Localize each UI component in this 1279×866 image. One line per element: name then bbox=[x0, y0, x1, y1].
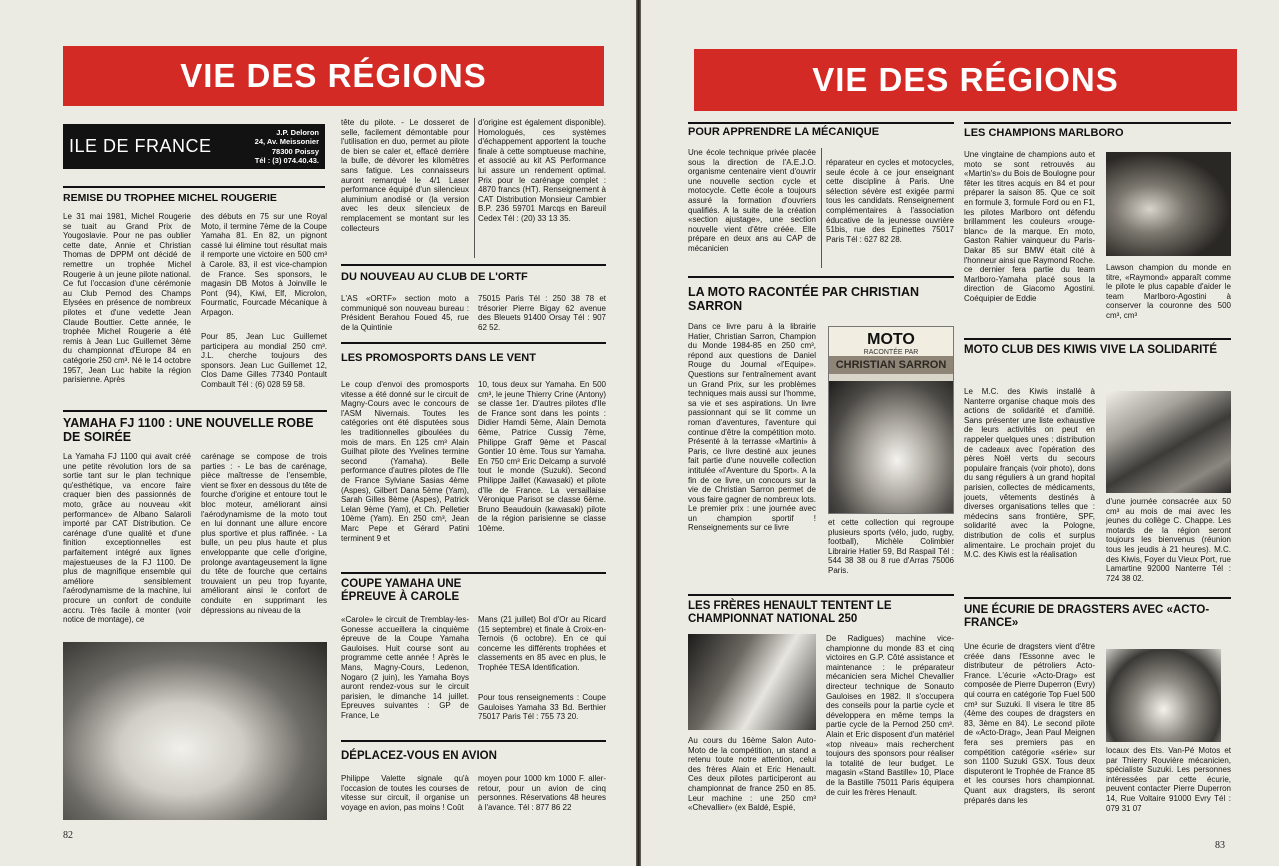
book-title: MOTO bbox=[829, 327, 953, 349]
article-title-ortf: DU NOUVEAU AU CLUB DE L'ORTF bbox=[341, 271, 528, 283]
column-rule bbox=[474, 118, 475, 258]
article-body: Pour tous renseignements : Coupe Gauloises Yamaha 33 Bd. Berthier 75017 Paris Tél : 755 73 20. bbox=[478, 693, 606, 722]
article-body: L'AS «ORTF» section moto a communiqué son nouveau bureau : Président Berahou Foued 45, rue de la Quintinie bbox=[341, 294, 469, 332]
article-title-sarron: LA MOTO RACONTÉE PAR CHRISTIAN SARRON bbox=[688, 285, 920, 314]
divider bbox=[964, 597, 1231, 599]
article-body: moyen pour 1000 km 1000 F. aller-retour, pour un avion de cinq personnes. Réservations 48 heures à l'avance. Tél : 877 86 22 bbox=[478, 774, 606, 812]
page-number: 82 bbox=[63, 830, 73, 841]
motorcycle-photo bbox=[63, 642, 327, 820]
article-body: 75015 Paris Tél : 250 38 78 et trésorier Pierre Bigay 62 avenue des Bleuets 91400 Orsay Tél : 907 62 52. bbox=[478, 294, 606, 332]
right-page-banner: VIE DES RÉGIONS bbox=[694, 49, 1237, 111]
column-rule bbox=[821, 148, 822, 268]
article-title-marlboro: LES CHAMPIONS MARLBORO bbox=[964, 127, 1124, 139]
article-body: Pour 85, Jean Luc Guillemet participera au mondial 250 cm³. J.L. cherche toujours des sponsors. Jean Luc Guillemet 12, Clos Dame Gilles 77340 Pontault Combault Tél : (6) 028 59 58. bbox=[201, 332, 327, 389]
book-subtitle: RACONTÉE PAR bbox=[829, 349, 953, 356]
article-body: d'une journée consacrée aux 50 cm³ au mois de mai avec les jeunes du collège C. Chappe. Les motards de la région seront toujours les bienvenus (réunion tous les jeudis à 21 heures). M.C. des Kiwis, Foyer du Vieux Port, rue Lamartine 92000 Nanterre Tél : 724 38 02. bbox=[1106, 497, 1231, 583]
divider bbox=[341, 264, 606, 266]
article-body: et cette collection qui regroupe plusieurs sports (vélo, judo, rugby, football), Michèle Colimbier Librairie Hatier 59, Bd Raspail Tél : 544 38 38 ou 8 rue d'Arras 75006 Paris. bbox=[828, 518, 954, 575]
article-body: des débuts en 75 sur une Royal Moto, il termine 7ème de la Coupe Yamaha 81. En 82, un pignont cassé lui élimine tout résultat mais il remporte une victoire en 500 cm³ à Carole. 83, il est vice-champion de France. Ses sponsors, le magasin DB Motos à Joinville le Pont (94), Kiwi, Elf, Microlon, Fourmatic, Fourcade Mécanique à Arpagon. bbox=[201, 212, 327, 317]
article-body: tête du pilote. - Le dosseret de selle, facilement démontable pour l'utilisation en duo, permet au pilote de bien se caler et, effacé derrière la bulle, de dévorer les kilomètres sans fatigue. Les connaisseurs auront remarqué le 4/1 Laser performance équipé d'un silencieux aluminium anodisé or (la version avec les deux silencieux de remplacement se montant sur les collecteurs bbox=[341, 118, 469, 233]
article-body: Une écurie de dragsters vient d'être créée dans l'Essonne avec le distributeur de pétroliers Acto-France. L'écurie «Acto-Drag» est composée de Pierre Duperron (Evry) qui courra en catégorie Top Fuel 500 cm³ sur Suzuki. Il visera le titre 85 (4ème des coupes de dragsters en 83, 3ème en 84). Le second pilote de «Acto-Drag», Jean Paul Meignen fera ses premiers pas en compétition catégorie «série» sur son 1100 Suzuki GSX. Tous deux disputeront le Trophée de France 85 et les courses hors championnat. Quant aux dragsters, ils seront préparés dans les bbox=[964, 642, 1095, 805]
divider bbox=[341, 342, 606, 344]
left-page bbox=[0, 0, 636, 866]
article-body: Une vingtaine de champions auto et moto se sont retrouvés au «Martin's» du Bois de Boulogne pour fêter les titres acquis en 84 et pour préparer la saison 85. Que ce soit en formule 3, formule Ford ou en F1, les pilotes Marlboro ont défendu brillamment les couleurs «rouge-blanc» de la marque. En moto, Gaston Rahier vainqueur du Paris-Dakar 85 sur BMW était cité à l'honneur ainsi que Raymond Roche. ce dernier fera partie du team Marlboro-Yamaha placé sous la direction de Giacomo Agostini. Coéquipier de Eddie bbox=[964, 150, 1095, 303]
dragster-photo bbox=[1106, 649, 1221, 742]
region-address bbox=[255, 128, 319, 166]
article-body: carénage se compose de trois parties : - Le bas de carénage, pièce maîtresse de l'ensemble, vient se fixer en dessous du tête de fourche d'origine et entoure tout le bloc moteur, améliorant ainsi l'aérodynamisme de la moto tout en lui donnant une allure encore plus sportive et plus raffinée. - La bulle, un peu plus haute et plus enveloppante que celle d'origine, prolonge avantageusement la ligne du tête de fourche que certains trouvaient un peu trop fuyante, améliorant ainsi le confort de conduite en supprimant les dépressions au niveau de la bbox=[201, 452, 327, 615]
article-body: Lawson champion du monde en titre, «Raymond» apparaît comme le pilote le plus capable d'aider le team Marlboro-Agostini à conserver la couronne des 500 cm³, cm³ bbox=[1106, 263, 1231, 320]
henault-stand-photo bbox=[688, 634, 816, 730]
article-title-rougerie: REMISE DU TROPHEE MICHEL ROUGERIE bbox=[63, 192, 277, 204]
address-line: J.P. Deloron bbox=[276, 127, 319, 137]
divider bbox=[964, 122, 1231, 124]
article-body: Philippe Valette signale qu'à l'occasion de toutes les courses de vitesse sur circuit, il organise un voyage en avion, pas moins ! Coût bbox=[341, 774, 469, 812]
address-line: 78300 Poissy bbox=[271, 146, 319, 156]
article-title-kiwis: MOTO CLUB DES KIWIS VIVE LA SOLIDARITÉ bbox=[964, 344, 1218, 356]
article-body: Dans ce livre paru à la librairie Hatier, Christian Sarron, Champion du Monde 1984-85 en 250 cm³, répond aux questions de Daniel Rouge du Journal «l'Equipe». Questions sur l'entraînement avant un Grand Prix, sur les problèmes techniques mais aussi sur l'homme, sa vie et ses aspirations. Un livre passionnant qui se lit comme un roman d'aventures, l'aventure qui continue d'être la compétition moto. Présenté à la terrasse «Martini» à Paris, ce livre destiné aux jeunes fait partie d'une nouvelle collection intitulée «l'Aventure du Sport». A la fin de ce livre, un concours sur la vie de Christian Sarron permet de vous faire gagner de nombreux lots. Le premier prix : une journée avec un champion sportif ! Renseignements sur ce livre bbox=[688, 322, 816, 533]
address-line: Tél : (3) 074.40.43. bbox=[254, 155, 319, 165]
region-title: ILE DE FRANCE bbox=[69, 136, 212, 156]
article-title-henault: LES FRÈRES HENAULT TENTENT LE CHAMPIONNAT NATIONAL 250 bbox=[688, 600, 892, 626]
address-line: 24, Av. Meissonier bbox=[254, 137, 319, 147]
divider bbox=[688, 122, 954, 124]
article-body: réparateur en cycles et motocycles, seule école à ce jour enseignant cette discipline à Paris. Une sélection sévère est exigée parmi tous les candidats. Renseignement complémentaires à l'association éducative de la jeunesse ouvrière 51bis, rue des Epinettes 75017 Paris Tél : 627 82 28. bbox=[826, 158, 954, 244]
kiwis-club-photo bbox=[1106, 391, 1231, 493]
racer-photo bbox=[829, 381, 953, 513]
article-body: Le 31 mai 1981, Michel Rougerie se tuait au Grand Prix de Yougoslavie. Pour ne pas oublier cette date, Annie et Christian Thomas de DPPM ont décidé de remettre un trophée Michel Rougerie à un jeune pilote national. Ce fut l'occasion d'une cérémonie au Club Pernod des Champs Elysées en présence de nombreux pilotes et d'une vedette Jean Claude Bouttier. Cette année, le trophée Michel Rougerie a été remis à Jean Luc Guillemet 3ème du championnat d'Europe 84 en catégorie 250 cm³. Né le 14 octobre 1957, Jean Luc habite la région parisienne. Après bbox=[63, 212, 191, 385]
divider bbox=[688, 594, 954, 596]
article-title-yamaha: YAMAHA FJ 1100 : UNE NOUVELLE ROBE DE SOIRÉE bbox=[63, 416, 314, 445]
page-number: 83 bbox=[1215, 840, 1225, 851]
article-body: De Radigues) machine vice-championne du monde 83 et cinq victoires en G.P. Côté assistance et maintenance : le préparateur mécanicien sera Michel Chevallier directeur technique de Sonauto Gauloises en 1982. Il s'occupera des conseils pour la partie cycle et développera en même temps la partie cycle de la Pernod 250 cm³. Alain et Eric disposent d'un matériel «top niveau» mais recherchent toujours des sponsors pour réaliser la totalité de leur budget. Le magasin «Stand Bastille» 10, Place de la Bastille 75011 Paris équipera de cuir les frères Henault. bbox=[826, 634, 954, 797]
article-title-coupe: COUPE YAMAHA UNE ÉPREUVE À CAROLE bbox=[341, 578, 462, 604]
article-title-dragsters: UNE ÉCURIE DE DRAGSTERS AVEC «ACTO-FRANCE» bbox=[964, 604, 1210, 630]
article-body: Le coup d'envoi des promosports vitesse a été donné sur le circuit de Magny-Cours avec le concours de l'ASM Nivernais. Toutes les catégories ont été disputées sous les traditionnelles giboulées du mois de mars. En 125 cm³ Alain Guilhat pilote des Yvelines termine second (Yamaha). Belle performance d'autres pilotes de l'Ile de France Sylviane Sasias 4ème (Aspes), Gilbert Dana 5ème (Yam), Sarah Gilles 8ème (Aspes), Patrick Lelan 9ème (Yam), et Ch. Pelletier 10ème (Yam). En 250 cm³, Jean Marc Pepe et Gérard Patini terminent 9 et bbox=[341, 380, 469, 543]
article-body: Une école technique privée placée sous la direction de l'A.E.J.O. organisme centenaire vient d'ouvrir une nouvelle section cycle et motocycle. Cette école a toujours assuré la formation d'ouvriers qualifiés. A la suite de la création «section ajustage», une section nouvelle vient d'être créée. Elle prépare en deux ans au CAP de mécanicien bbox=[688, 148, 816, 253]
right-page bbox=[641, 0, 1279, 866]
article-body: Le M.C. des Kiwis installé à Nanterre organise chaque mois des actions de solidarité et d'amitié. Sans présenter une liste exhaustive de leurs activités on peut en rappeler quelques unes : distribution de cadeaux avec l'opération des pères Noël verts du secours populaire français (voir photo), dons du sang réguliers à un grand hopital parisien, collectes de médicaments, jouets, vêtements destinés à diverses organisations telles que : médecins sans frontière, SPF, solidarité avec la Pologne, distribution de colis et surplus alimentaire. Le prochain projet du M.C. des Kiwis est la réalisation bbox=[964, 387, 1095, 560]
divider bbox=[63, 410, 327, 412]
champions-photo bbox=[1106, 152, 1231, 256]
divider bbox=[964, 338, 1231, 340]
article-body: locaux des Ets. Van-Pé Motos et par Thierry Rouvière mécanicien, spécialiste Suzuki. Les personnes intéressées par cette écurie, peuvent contacter Pierre Duperron 14, Rue Voltaire 91000 Evry Tél : 079 31 07 bbox=[1106, 746, 1231, 813]
divider bbox=[341, 740, 606, 742]
divider bbox=[63, 186, 325, 188]
article-title-promosports: LES PROMOSPORTS DANS LE VENT bbox=[341, 352, 536, 364]
region-header bbox=[63, 124, 325, 169]
article-title-avion: DÉPLACEZ-VOUS EN AVION bbox=[341, 750, 497, 762]
left-page-banner: VIE DES RÉGIONS bbox=[63, 46, 604, 106]
article-body: La Yamaha FJ 1100 qui avait créé une petite révolution lors de sa sortie tant sur le plan technique qu'esthétique, va encore faire craquer bien des passionnés de moto, grâce au nouveau «kit performance» de Albano Salaroli importé par CAT Distribution. Ce carénage d'une qualité et d'une finition exceptionnelles est parfaitement intégré aux lignes majestueuses de la FJ 1100. De plus de magnifique ensemble qui améliore sensiblement l'aérodynamisme de la machine, lui procure un confort de conduite accru. Très facile à monter (voir notice de montage), ce bbox=[63, 452, 191, 625]
article-body: Mans (21 juillet) Bol d'Or au Ricard (15 septembre) et finale à Croix-en-Ternois (6 octobre). En ce qui concerne les différents trophées et classements en 85 avec en plus, le Trophée TESA Identification. bbox=[478, 615, 606, 672]
article-body: Au cours du 16ème Salon Auto-Moto de la compétition, un stand a retenu toute notre attention, celui des frères Alain et Eric Henault. Ces deux pilotes participeront au championnat de france 250 en 85. Leur machine : une 250 cm³ «Chevallier» (ex Baldé, Espié, bbox=[688, 736, 816, 813]
article-body: 10, tous deux sur Yamaha. En 500 cm³, le jeune Thierry Crine (Antony) se classe 1er. D'autres pilotes d'Ile de France sont dans les points : Didier Hamdi 5ème, Alain Demota 6ème, Patrice Cussig 7ème, Philippe Graff 9ème et Pascal Gontier 10 ème. Tous sur Yamaha. En 750 cm³ Eric Delcamp a survolé tout le monde (Suzuki). Second Philippe Jaillet (Kawasaki) et pilote d'Ile de France. La versaillaise Véronique Parisot se classe 6ème. Bruno Beaudouin (kawasaki) pilote de la région parisienne se classe 10ème. bbox=[478, 380, 606, 533]
article-title-mecanique: POUR APPRENDRE LA MÉCANIQUE bbox=[688, 126, 880, 138]
book-name: CHRISTIAN SARRON bbox=[829, 356, 953, 374]
article-body: «Carole» le circuit de Tremblay-les-Gonesse accueillera la cinquième épreuve de la Coupe Yamaha Gauloises. Huit course sont au programme cette année ! Après le Mans, Magny-Cours, Ledenon, Nogaro (2 juin), les Yamaha Boys auront rendez-vous sur le circuit parisien, le dimanche 14 juillet. Epreuves suivantes : GP de France, Le bbox=[341, 615, 469, 720]
article-body: d'origine est également disponible). Homologués, ces systèmes d'échappement apportent la touche finale à cette somptueuse machine, et associé au kit AS Performance lui assure un rendement optimal. Prix pour le carénage complet : 4870 francs (HT). Renseignement à CAT Distribution Monsieur Cambier B.P. 236 59701 Marcqs en Bareuil Cedex Tél : (20) 33 13 35. bbox=[478, 118, 606, 223]
book-cover bbox=[828, 326, 954, 514]
divider bbox=[688, 276, 954, 278]
divider bbox=[341, 572, 606, 574]
